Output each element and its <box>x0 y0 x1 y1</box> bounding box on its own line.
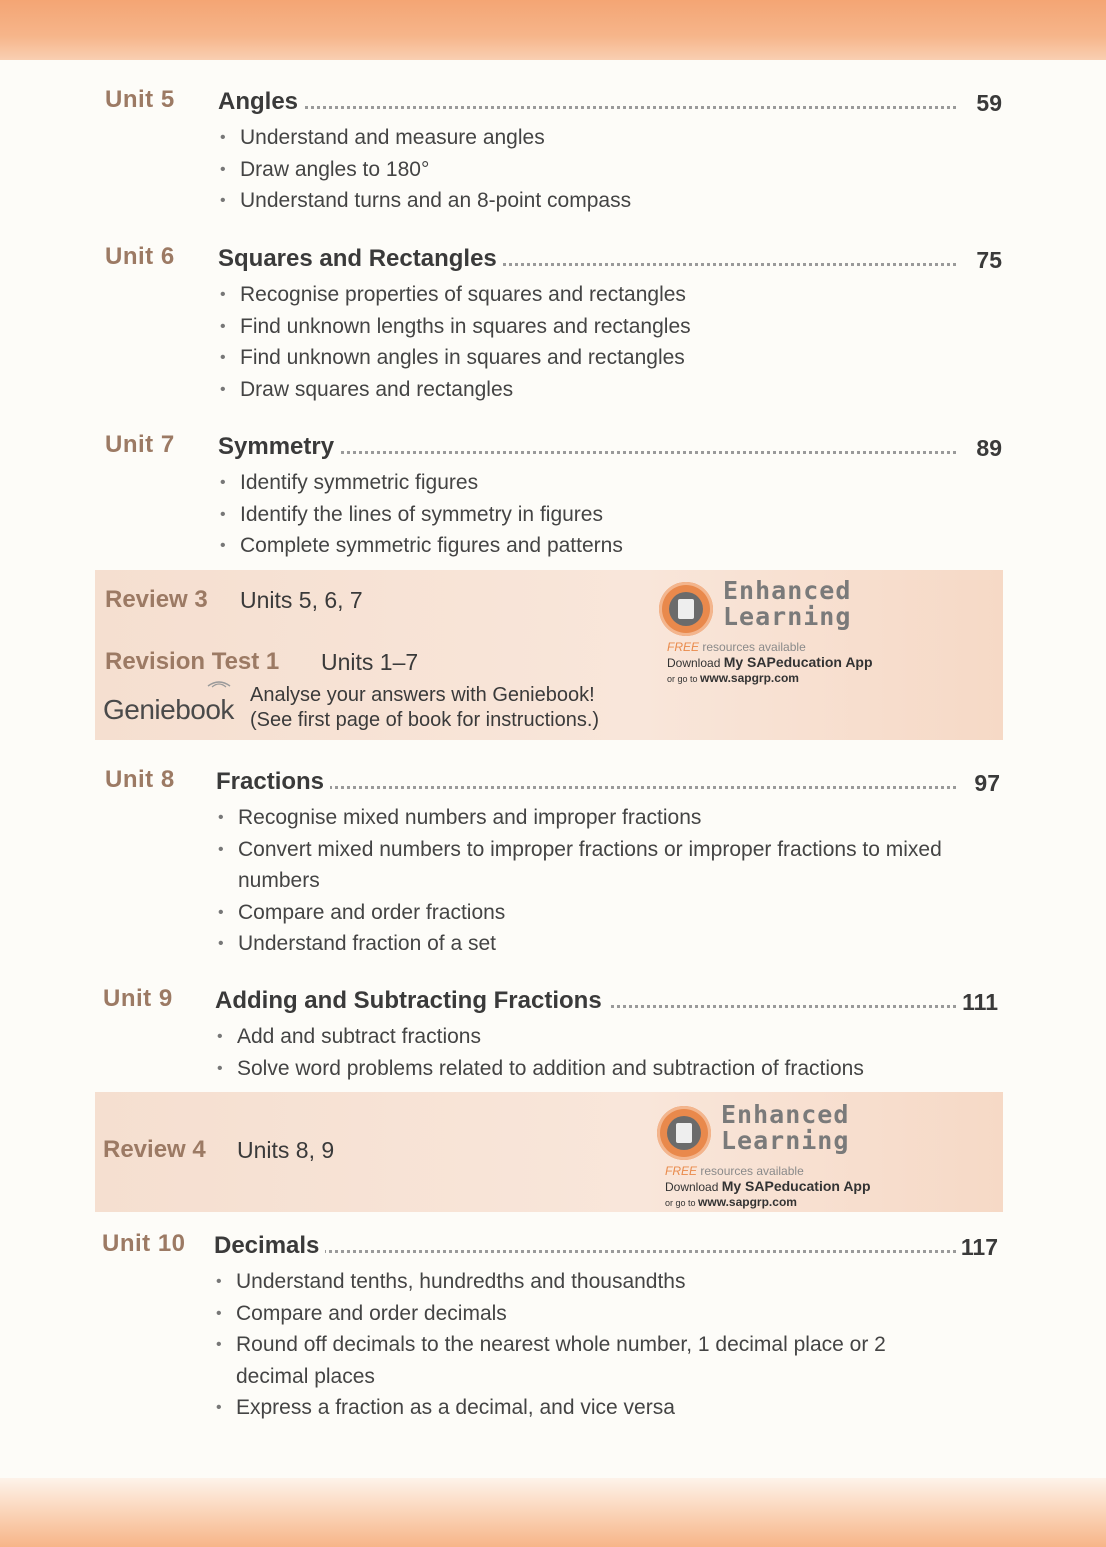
topic-list <box>218 122 948 217</box>
unit-title: Fractions <box>216 768 330 796</box>
topic-item: • Draw squares and rectangles <box>218 374 948 406</box>
unit-number: Unit 8 <box>105 766 175 793</box>
topic-item: • Recognise properties of squares and rectangles <box>218 279 948 311</box>
review-label: Review 4 <box>103 1136 206 1163</box>
topic-item: • Convert mixed numbers to improper fractions or improper fractions to mixed numbers <box>216 834 946 897</box>
page-number: 75 <box>976 247 1002 273</box>
topic-item: • Find unknown angles in squares and rectangles <box>218 342 948 374</box>
review-4-band <box>95 1092 1003 1212</box>
unit-7-entry <box>0 431 1106 562</box>
topic-list <box>218 467 948 562</box>
free-resources-text: FREE resources available <box>665 1164 804 1178</box>
unit-number: Unit 5 <box>105 86 175 113</box>
geniebook-logo: Geniebook <box>103 694 234 725</box>
topic-list <box>216 802 946 960</box>
top-orange-band <box>0 0 1106 60</box>
review-3-band <box>95 570 1003 740</box>
unit-5-entry <box>0 86 1106 217</box>
page-number: 59 <box>976 90 1002 116</box>
geniebook-line-2: (See first page of book for instructions.) <box>250 709 600 731</box>
topic-item: • Compare and order fractions <box>216 897 946 929</box>
topic-list <box>214 1266 934 1424</box>
topic-item: • Recognise mixed numbers and improper fractions <box>216 802 946 834</box>
unit-number: Unit 10 <box>102 1230 186 1257</box>
unit-title: Angles <box>218 88 304 116</box>
page-number: 111 <box>962 989 998 1015</box>
topic-list <box>218 279 948 405</box>
topic-item: • Understand turns and an 8-point compass <box>218 185 948 217</box>
review-units: Units 8, 9 <box>237 1137 335 1163</box>
unit-9-entry <box>0 985 1106 1084</box>
topic-item: • Compare and order decimals <box>214 1298 934 1330</box>
unit-title: Squares and Rectangles <box>218 245 503 273</box>
unit-10-entry <box>0 1230 1106 1424</box>
topic-item: • Draw angles to 180° <box>218 154 948 186</box>
website-text: or go to www.sapgrp.com <box>665 1195 797 1209</box>
enhanced-learning-badge <box>657 1102 897 1212</box>
leader-dots <box>300 106 956 109</box>
free-resources-text: FREE resources available <box>667 640 806 654</box>
enhanced-learning-badge <box>659 578 899 688</box>
genie-lamp-icon <box>207 678 231 688</box>
topic-item: • Find unknown lengths in squares and rectangles <box>218 311 948 343</box>
topic-list <box>215 1021 945 1084</box>
enhanced-learning-title: Enhanced Learning <box>721 1100 850 1155</box>
unit-number: Unit 6 <box>105 243 175 270</box>
unit-title: Symmetry <box>218 433 340 461</box>
page-number: 89 <box>976 435 1002 461</box>
leader-dots <box>300 1250 956 1253</box>
topic-item: • Add and subtract fractions <box>215 1021 945 1053</box>
review-label: Review 3 <box>105 586 208 613</box>
page-number: 97 <box>974 770 1000 796</box>
download-app-text: Download My SAPeducation App <box>665 1178 871 1194</box>
topic-item: • Complete symmetric figures and patterns <box>218 530 948 562</box>
app-phone-icon <box>659 582 713 636</box>
topic-item: • Express a fraction as a decimal, and vice versa <box>214 1392 934 1424</box>
unit-number: Unit 9 <box>103 985 173 1012</box>
leader-dots <box>300 786 956 789</box>
unit-title: Decimals <box>214 1232 325 1260</box>
topic-item: • Understand and measure angles <box>218 122 948 154</box>
leader-dots <box>300 451 956 454</box>
app-phone-icon <box>657 1106 711 1160</box>
geniebook-line-1: Analyse your answers with Geniebook! <box>250 684 595 706</box>
unit-6-entry <box>0 243 1106 405</box>
unit-8-entry <box>0 766 1106 960</box>
website-text: or go to www.sapgrp.com <box>667 671 799 685</box>
topic-item: • Round off decimals to the nearest whole number, 1 decimal place or 2 decimal places <box>214 1329 934 1392</box>
revision-test-units: Units 1–7 <box>321 649 419 675</box>
topic-item: • Identify the lines of symmetry in figures <box>218 499 948 531</box>
topic-item: • Understand fraction of a set <box>216 928 946 960</box>
page-number: 117 <box>960 1234 998 1260</box>
unit-title: Adding and Subtracting Fractions <box>215 987 608 1015</box>
topic-item: • Understand tenths, hundredths and thousandths <box>214 1266 934 1298</box>
download-app-text: Download My SAPeducation App <box>667 654 873 670</box>
revision-test-label: Revision Test 1 <box>105 648 280 675</box>
topic-item: • Solve word problems related to addition and subtraction of fractions <box>215 1053 945 1085</box>
bottom-orange-band <box>0 1478 1106 1547</box>
unit-number: Unit 7 <box>105 431 175 458</box>
topic-item: • Identify symmetric figures <box>218 467 948 499</box>
enhanced-learning-title: Enhanced Learning <box>723 576 852 631</box>
review-units: Units 5, 6, 7 <box>240 587 363 613</box>
